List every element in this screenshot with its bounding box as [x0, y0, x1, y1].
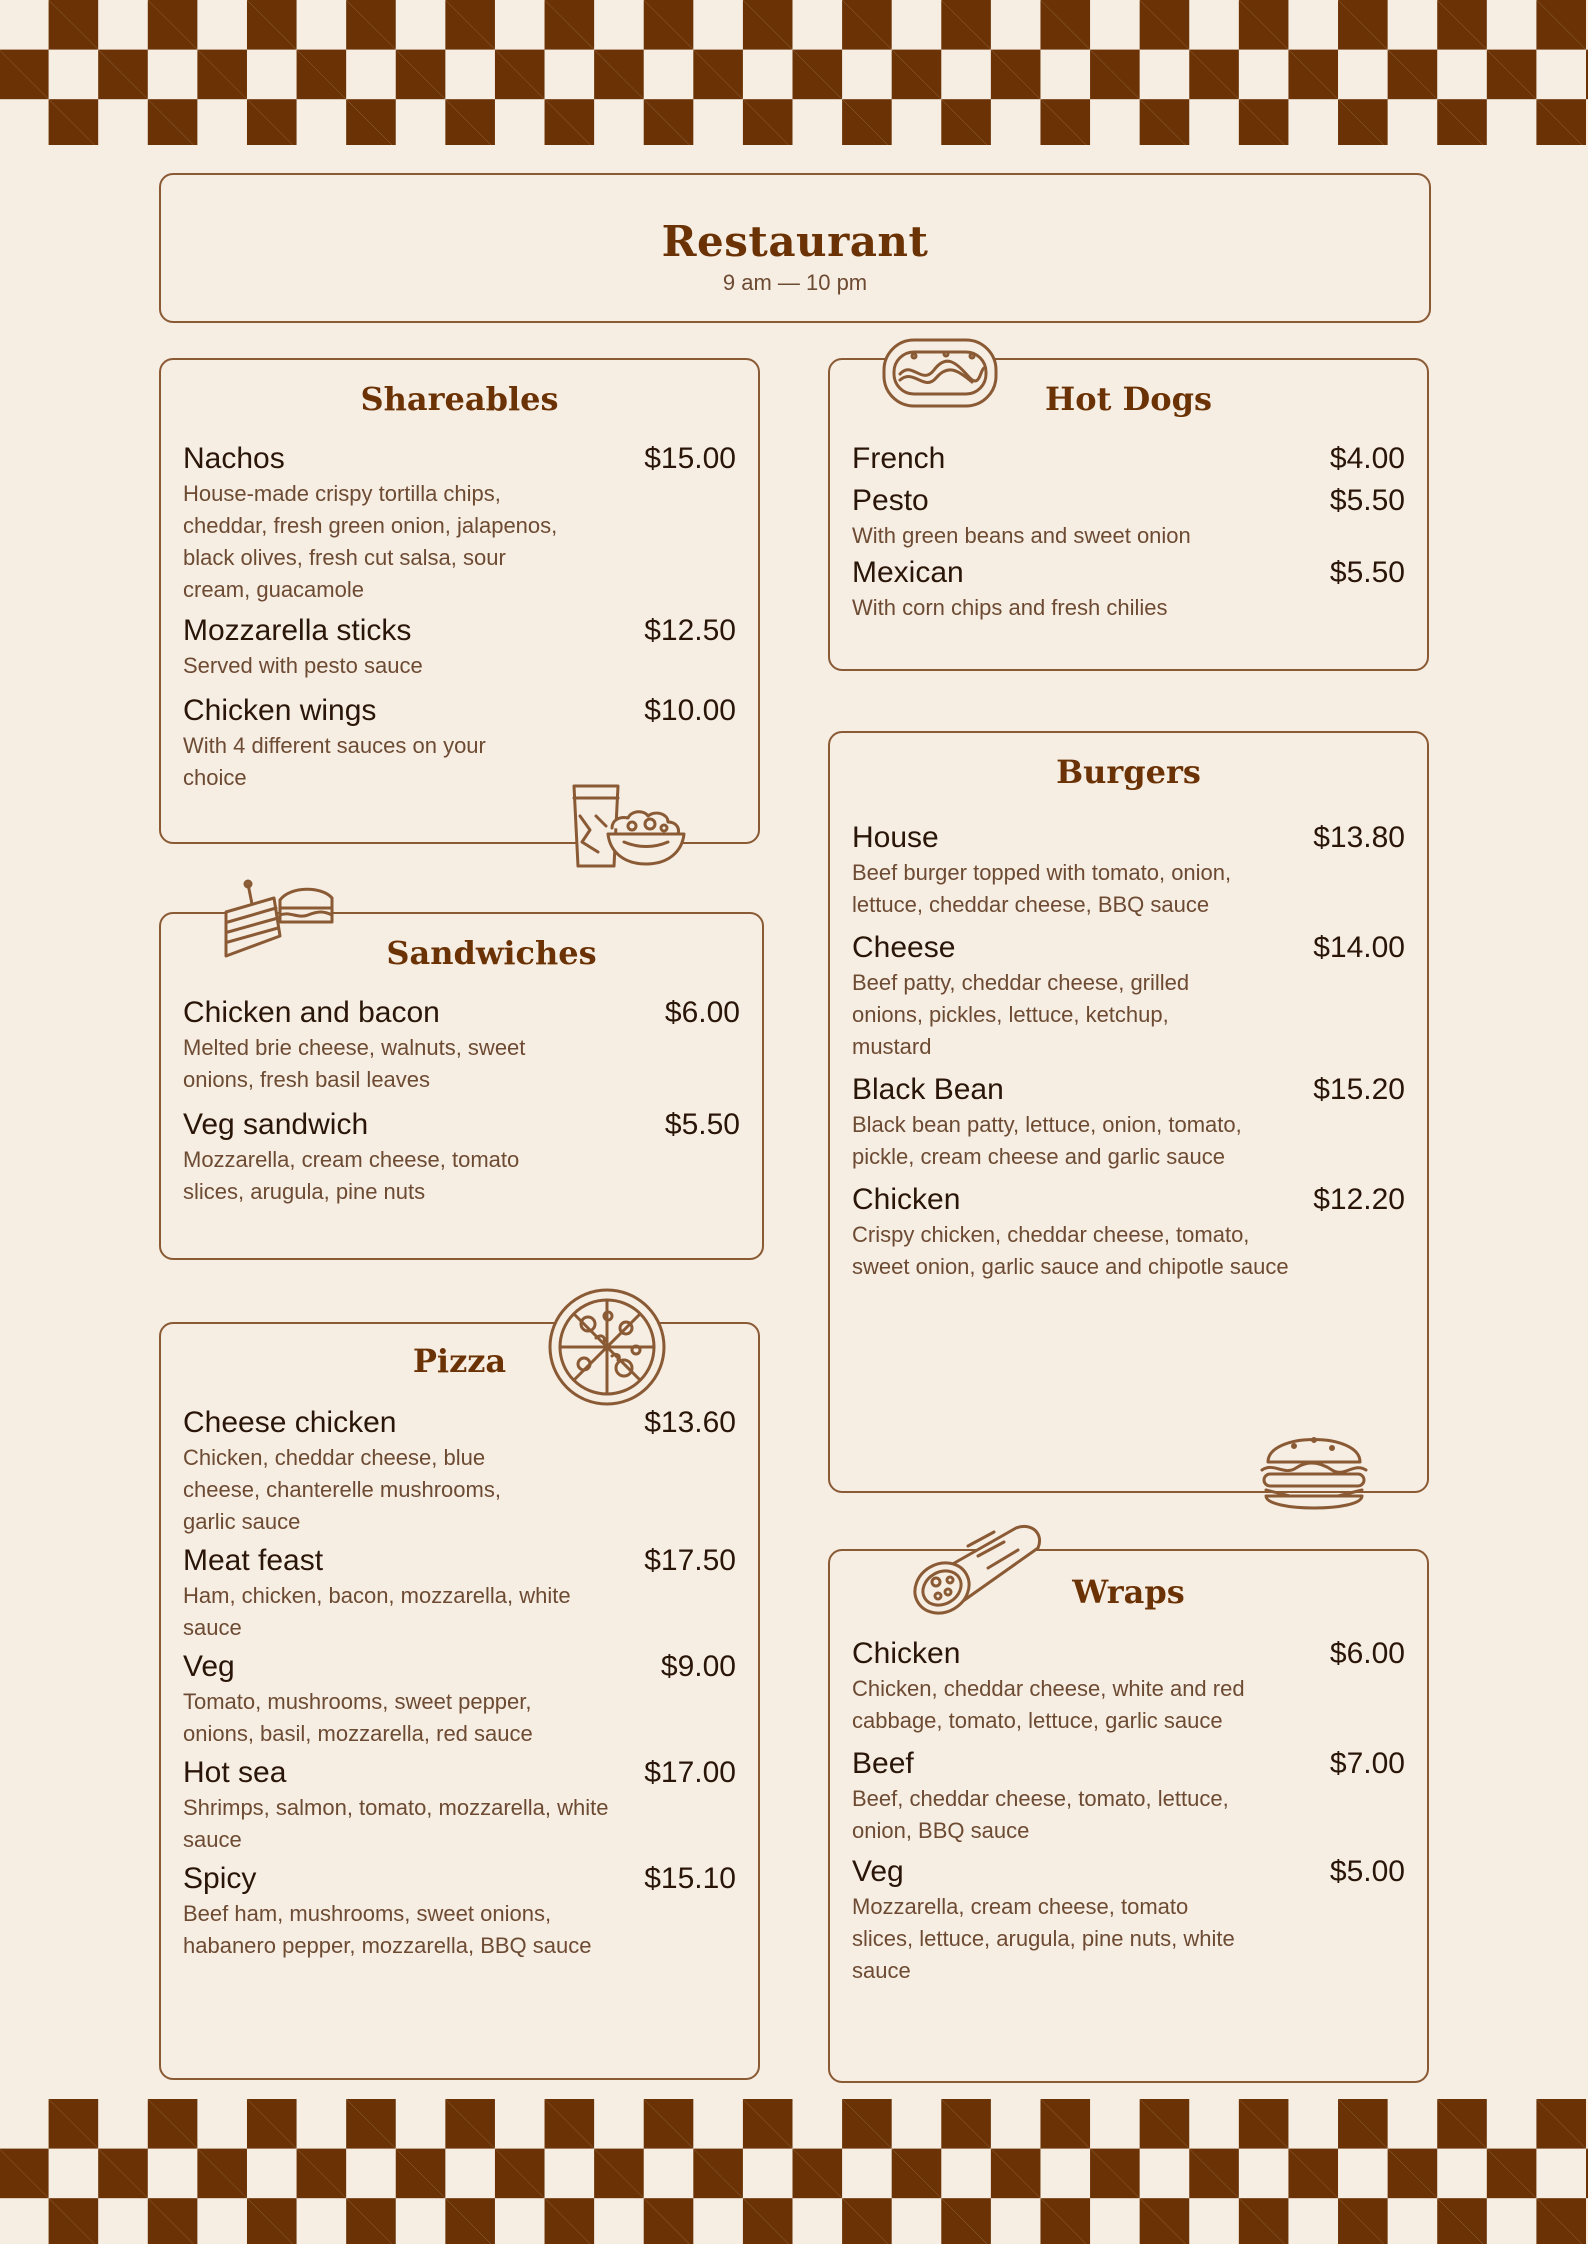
item-name: Mozzarella sticks — [183, 614, 412, 647]
menu-item — [852, 484, 1405, 552]
menu-item — [852, 1855, 1405, 1987]
wraps-section — [828, 1549, 1429, 2083]
item-description: Beef patty, cheddar cheese, grilled onions, pickles, lettuce, ketchup, mustard — [852, 970, 1190, 1059]
checker-border-bottom — [0, 2099, 1588, 2244]
menu-item — [852, 1747, 1405, 1847]
item-description: House-made crispy tortilla chips, cheddar, fresh green onion, jalapenos, black olives, fresh cut salsa, sour cream, guacamole — [183, 481, 558, 602]
menu-item — [852, 821, 1405, 921]
item-name: Cheese chicken — [183, 1406, 397, 1439]
section-title: Shareables — [360, 380, 559, 418]
item-name: Hot sea — [183, 1756, 287, 1789]
menu-item — [183, 1650, 736, 1750]
item-description: Beef ham, mushrooms, sweet onions, habanero pepper, mozzarella, BBQ sauce — [183, 1901, 592, 1958]
item-description: Mozzarella, cream cheese, tomato slices, arugula, pine nuts — [183, 1147, 520, 1204]
section-title: Burgers — [1056, 753, 1201, 791]
hotdog-icon — [876, 322, 1004, 422]
item-name: Nachos — [183, 442, 285, 475]
restaurant-title: Restaurant — [661, 217, 929, 266]
menu-item — [852, 931, 1405, 1063]
item-name: Veg — [852, 1855, 904, 1888]
item-price: $12.50 — [644, 614, 736, 647]
menu-item — [183, 1756, 736, 1856]
item-description: Tomato, mushrooms, sweet pepper, onions, basil, mozzarella, red sauce — [183, 1689, 533, 1746]
menu-item — [183, 614, 736, 682]
item-description: Ham, chicken, bacon, mozzarella, white sauce — [183, 1583, 571, 1640]
item-description: With corn chips and fresh chilies — [852, 595, 1168, 620]
item-price: $15.10 — [644, 1862, 736, 1895]
item-description: Black bean patty, lettuce, onion, tomato, pickle, cream cheese and garlic sauce — [852, 1112, 1242, 1169]
sandwiches-section — [159, 912, 764, 1260]
item-name: Chicken — [852, 1183, 961, 1216]
item-price: $5.50 — [1329, 556, 1405, 589]
item-price: $15.20 — [1313, 1073, 1405, 1106]
item-description: Beef burger topped with tomato, onion, lettuce, cheddar cheese, BBQ sauce — [852, 860, 1232, 917]
item-name: Chicken — [852, 1637, 961, 1670]
sandwich-icon — [218, 878, 338, 962]
item-description: Beef, cheddar cheese, tomato, lettuce, onion, BBQ sauce — [852, 1786, 1229, 1843]
item-description: Shrimps, salmon, tomato, mozzarella, white sauce — [183, 1795, 609, 1852]
menu-item — [852, 1183, 1405, 1283]
item-price: $17.50 — [644, 1544, 736, 1577]
item-name: Veg — [183, 1650, 235, 1683]
menu-item — [183, 1406, 736, 1538]
item-description: Melted brie cheese, walnuts, sweet onions, fresh basil leaves — [183, 1035, 526, 1092]
item-price: $4.00 — [1329, 442, 1405, 475]
item-price: $10.00 — [644, 694, 736, 727]
item-name: Chicken wings — [183, 694, 377, 727]
item-name: Chicken and bacon — [183, 996, 440, 1029]
item-name: Spicy — [183, 1862, 257, 1895]
item-price: $5.00 — [1329, 1855, 1405, 1888]
item-price: $5.50 — [664, 1108, 740, 1141]
item-price: $14.00 — [1313, 931, 1405, 964]
menu-item — [183, 996, 740, 1096]
item-description: With green beans and sweet onion — [852, 523, 1191, 548]
menu-item — [183, 1862, 736, 1962]
section-title: Sandwiches — [386, 934, 597, 972]
snack-icon — [568, 776, 692, 872]
item-name: Meat feast — [183, 1544, 324, 1577]
item-description: Mozzarella, cream cheese, tomato slices, lettuce, arugula, pine nuts, white sauce — [852, 1894, 1235, 1983]
item-price: $6.00 — [664, 996, 740, 1029]
menu-item — [183, 1544, 736, 1644]
wrap-icon — [908, 1516, 1050, 1616]
checker-border-top — [0, 0, 1588, 145]
item-name: Cheese — [852, 931, 956, 964]
item-description: Crispy chicken, cheddar cheese, tomato, sweet onion, garlic sauce and chipotle sauce — [852, 1222, 1289, 1279]
item-price: $7.00 — [1329, 1747, 1405, 1780]
item-description: Chicken, cheddar cheese, white and red cabbage, tomato, lettuce, garlic sauce — [852, 1676, 1245, 1733]
menu-item — [183, 1108, 740, 1208]
item-price: $9.00 — [660, 1650, 736, 1683]
item-price: $12.20 — [1313, 1183, 1405, 1216]
opening-hours: 9 am — 10 pm — [722, 270, 868, 295]
item-description: Served with pesto sauce — [183, 653, 423, 678]
menu-item — [852, 442, 1405, 476]
item-price: $13.60 — [644, 1406, 736, 1439]
item-price: $17.00 — [644, 1756, 736, 1789]
item-name: Black Bean — [852, 1073, 1004, 1106]
menu-item — [852, 556, 1405, 624]
header-box — [159, 173, 1431, 323]
pizza-section — [159, 1322, 760, 2080]
item-name: Mexican — [852, 556, 964, 589]
pizza-icon — [546, 1286, 668, 1408]
item-price: $13.80 — [1313, 821, 1405, 854]
section-title: Pizza — [412, 1342, 507, 1380]
item-description: Chicken, cheddar cheese, blue cheese, chanterelle mushrooms, garlic sauce — [183, 1445, 501, 1534]
item-name: Beef — [852, 1747, 914, 1780]
burgers-section — [828, 731, 1429, 1493]
item-name: French — [852, 442, 946, 475]
burger-icon — [1254, 1418, 1374, 1518]
item-name: Veg sandwich — [183, 1108, 369, 1141]
item-name: Pesto — [852, 484, 929, 517]
item-price: $6.00 — [1329, 1637, 1405, 1670]
item-description: With 4 different sauces on your choice — [183, 733, 486, 790]
item-name: House — [852, 821, 939, 854]
shareables-section — [159, 358, 760, 844]
item-price: $5.50 — [1329, 484, 1405, 517]
menu-item — [183, 442, 736, 606]
menu-item — [852, 1073, 1405, 1173]
section-title: Wraps — [1072, 1573, 1185, 1611]
section-title: Hot Dogs — [1045, 380, 1212, 418]
menu-item — [852, 1637, 1405, 1737]
item-price: $15.00 — [644, 442, 736, 475]
